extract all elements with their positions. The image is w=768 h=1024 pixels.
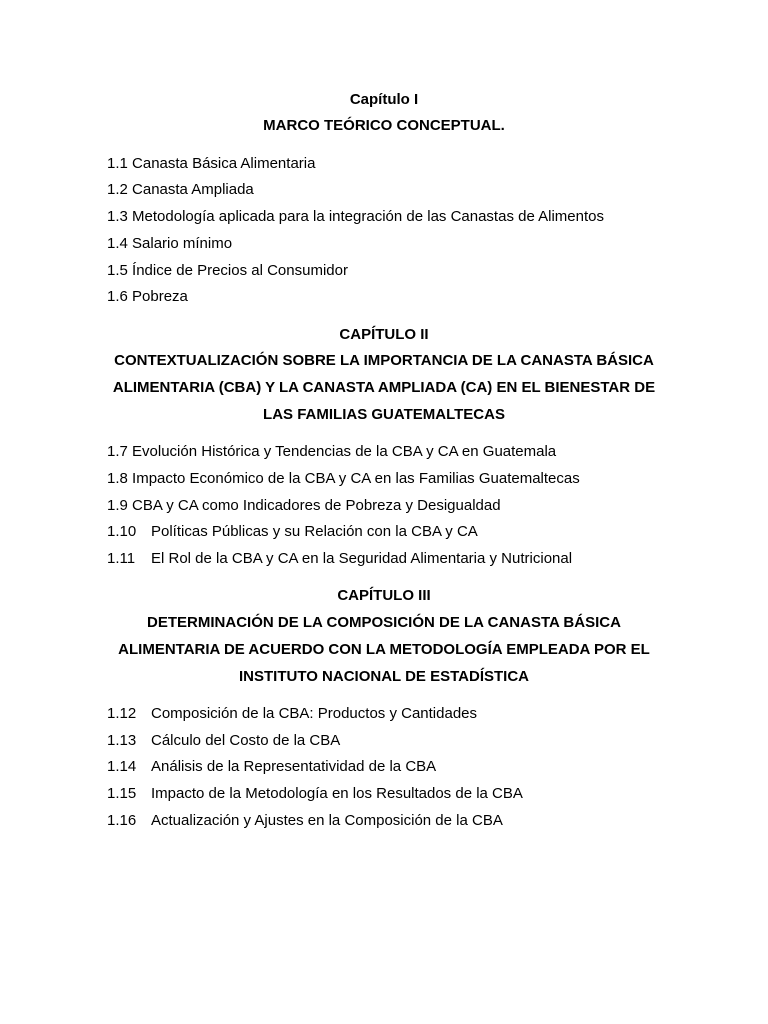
list-item (107, 439, 661, 466)
section-title: Impacto de la Metodología en los Resultados de la CBA (151, 785, 523, 803)
section-title: Actualización y Ajustes en la Composición de la CBA (151, 811, 503, 829)
list-item (107, 493, 661, 520)
chapter-heading-line: DETERMINACIÓN DE LA COMPOSICIÓN DE LA CANASTA BÁSICA (147, 614, 621, 632)
chapter-heading (107, 610, 661, 690)
list-item (107, 231, 661, 258)
section-title: Salario mínimo (132, 234, 233, 252)
section-title: Pobreza (132, 288, 188, 306)
section-number: 1.8 (107, 469, 128, 487)
section-number: 1.1 (107, 154, 128, 172)
chapter-heading-line: ALIMENTARIA DE ACUERDO CON LA METODOLOGÍA EMPLEADA POR EL (118, 640, 650, 658)
section-title: Cálculo del Costo de la CBA (151, 731, 341, 749)
section-title: Metodología aplicada para la integración de las Canastas de Alimentos (132, 208, 604, 226)
list-item (107, 519, 661, 546)
section-list (107, 439, 661, 573)
section-title: Impacto Económico de la CBA y CA en las Familias Guatemaltecas (132, 469, 580, 487)
list-item (107, 728, 661, 755)
chapter-title: CAPÍTULO II (339, 325, 429, 343)
section-number: 1.13 (107, 731, 137, 749)
section-number: 1.6 (107, 288, 128, 306)
chapter-heading-line: MARCO TEÓRICO CONCEPTUAL. (263, 117, 505, 135)
chapter-2 (107, 322, 661, 573)
section-number: 1.11 (107, 550, 136, 568)
section-number: 1.5 (107, 261, 128, 279)
section-title: Políticas Públicas y su Relación con la CBA y CA (151, 523, 478, 541)
list-item (107, 177, 661, 204)
section-number: 1.7 (107, 443, 128, 461)
list-item (107, 781, 661, 808)
section-number: 1.3 (107, 208, 128, 226)
section-title: Análisis de la Representatividad de la CBA (151, 758, 437, 776)
section-title: Índice de Precios al Consumidor (132, 261, 348, 279)
chapter-heading-line: ALIMENTARIA (CBA) Y LA CANASTA AMPLIADA (CA) EN EL BIENESTAR DE (112, 379, 656, 397)
section-number: 1.14 (107, 758, 137, 776)
section-number: 1.9 (107, 496, 128, 514)
section-number: 1.15 (107, 785, 137, 803)
section-number: 1.4 (107, 234, 128, 252)
section-number: 1.12 (107, 704, 137, 722)
section-number: 1.16 (107, 811, 137, 829)
table-of-contents (107, 87, 661, 846)
chapter-heading-line: INSTITUTO NACIONAL DE ESTADÍSTICA (238, 667, 529, 685)
chapter-heading-line: CONTEXTUALIZACIÓN SOBRE LA IMPORTANCIA DE LA CANASTA BÁSICA (114, 352, 654, 370)
section-title: Evolución Histórica y Tendencias de la CBA y CA en Guatemala (132, 443, 557, 461)
chapter-heading (107, 113, 661, 140)
list-item (107, 284, 661, 311)
list-item (107, 204, 661, 231)
chapter-heading (107, 348, 661, 428)
list-item (107, 754, 661, 781)
chapter-3 (107, 583, 661, 834)
list-item (107, 466, 661, 493)
section-title: Canasta Básica Alimentaria (132, 154, 316, 172)
section-number: 1.2 (107, 181, 128, 199)
list-item (107, 151, 661, 178)
chapter-1 (107, 87, 661, 312)
section-list (107, 701, 661, 835)
section-title: Canasta Ampliada (132, 181, 254, 199)
list-item (107, 546, 661, 573)
list-item (107, 701, 661, 728)
section-list (107, 151, 661, 312)
section-title: Composición de la CBA: Productos y Cantidades (151, 704, 478, 722)
chapter-title: Capítulo I (349, 90, 419, 108)
section-number: 1.10 (107, 523, 137, 541)
section-title: El Rol de la CBA y CA en la Seguridad Alimentaria y Nutricional (151, 550, 573, 568)
list-item (107, 258, 661, 285)
chapter-heading-line: LAS FAMILIAS GUATEMALTECAS (263, 405, 505, 423)
section-title: CBA y CA como Indicadores de Pobreza y Desigualdad (132, 496, 501, 514)
chapter-title: CAPÍTULO III (337, 587, 431, 605)
list-item (107, 808, 661, 835)
